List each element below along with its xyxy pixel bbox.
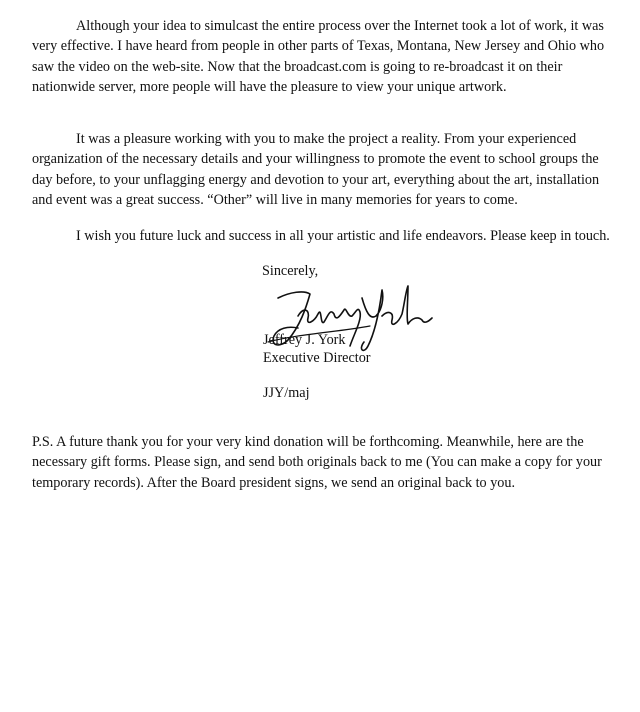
postscript: P.S. A future thank you for your very kind donation will be forthcoming. Meanwhile, here are the necessary gift forms. Please sign, and send both originals back to me (You can make a copy for your temporary records). After the Board president signs, we send an original back to you.: [32, 434, 602, 491]
body-paragraph-3: I wish you future luck and success in all your artistic and life endeavors. Please keep in touch.: [76, 228, 610, 244]
signer-name: Jeffrey J. York: [263, 332, 346, 348]
body-paragraph-1: Although your idea to simulcast the entire process over the Internet took a lot of work, it was very effective. I have heard from people in other parts of Texas, Montana, New Jersey and Ohio who saw the video on the web-site. Now that the broadcast.com is going to re-broadcast it on their nationwide server, more people will have the pleasure to view your unique artwork.: [32, 18, 605, 95]
closing-salutation: Sincerely,: [262, 263, 319, 279]
body-paragraph-2: It was a pleasure working with you to make the project a reality. From your experienced organization of the necessary details and your willingness to promote the event to school groups the day before, to your unflagging energy and devotion to your art, everything about the art, installation and event was a great success. “Other” will live in many memories for years to come.: [32, 131, 600, 208]
signer-title: Executive Director: [263, 350, 371, 366]
reference-initials: JJY/maj: [263, 385, 310, 401]
